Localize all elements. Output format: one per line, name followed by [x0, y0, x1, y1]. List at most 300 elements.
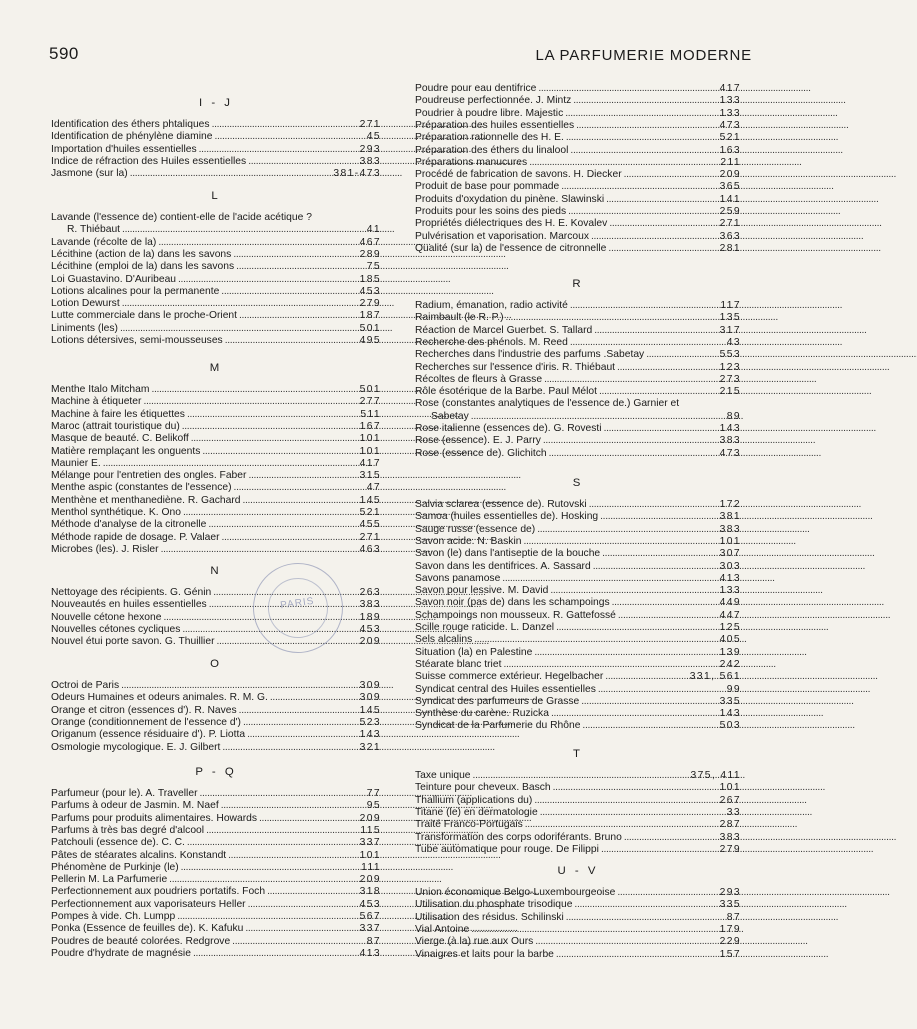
index-entry — [51, 285, 381, 298]
entry-title: Radium, émanation, radio activité — [415, 300, 568, 311]
dot-leader — [151, 383, 357, 396]
entry-title: Machine à étiqueter — [51, 396, 142, 408]
dot-leader — [573, 94, 717, 107]
entry-title: Rose (essence de). Glichitch — [415, 447, 547, 459]
index-entry — [415, 886, 741, 899]
index-entry — [415, 670, 741, 683]
dot-leader — [187, 836, 358, 849]
entry-page: 279 — [359, 298, 381, 310]
dot-leader — [259, 812, 358, 825]
index-entry — [415, 683, 741, 696]
dot-leader — [570, 144, 717, 157]
index-entry — [415, 621, 741, 634]
entry-title: Identification des éthers phtaliques — [51, 119, 210, 130]
entry-page: 187 — [359, 310, 381, 322]
entry-title: Orange (conditionnement de l'essence d') — [51, 716, 241, 728]
dot-leader — [502, 572, 717, 585]
dot-leader — [566, 131, 718, 144]
index-entry — [415, 94, 741, 107]
dot-leader — [177, 910, 357, 923]
dot-leader — [202, 445, 357, 458]
entry-page: 33 — [726, 806, 741, 818]
dot-leader — [233, 248, 357, 261]
entry-page: 453 — [359, 898, 381, 910]
entry-title: Vierge (à la) rue aux Ours — [415, 936, 534, 948]
entry-title: Poudreuse perfectionnée. J. Mintz — [415, 95, 572, 107]
index-entry — [51, 408, 381, 421]
entry-title: Parfums à très bas degré d'alcool — [51, 824, 205, 836]
index-entry — [51, 481, 381, 494]
entry-page: 277 — [359, 396, 381, 408]
index-entry — [415, 107, 741, 120]
dot-leader — [561, 180, 717, 193]
entry-title: Pellerin M. La Parfumerie — [51, 874, 168, 886]
entry-page: 383 — [719, 831, 741, 843]
index-entry — [415, 131, 741, 144]
entry-page: 87 — [366, 935, 381, 947]
entry-title: Importation d'huiles essentielles — [51, 143, 197, 155]
dot-leader — [576, 119, 717, 132]
entry-title: Propriétés diélectriques des H. E. Kovalev — [415, 218, 608, 230]
index-entry — [415, 898, 741, 911]
index-entry — [415, 535, 741, 548]
entry-page: 87 — [726, 911, 741, 923]
page-number: 590 — [49, 44, 79, 63]
dot-leader — [591, 230, 718, 243]
index-entry — [51, 211, 381, 224]
entry-title: Poudre d'hydrate de magnésie — [51, 947, 191, 959]
entry-page: 101 — [719, 782, 741, 794]
entry-page: 133 — [719, 95, 741, 107]
section-heading: L — [211, 190, 221, 202]
index-entry — [51, 457, 381, 470]
dot-leader — [193, 947, 358, 960]
dot-leader — [242, 494, 357, 507]
index-entry — [415, 230, 741, 243]
entry-title: Perfectionnement aux poudriers portatifs. Foch — [51, 886, 266, 898]
entry-page: 143 — [719, 423, 741, 434]
entry-page: 209 — [359, 874, 381, 886]
dot-leader — [200, 787, 365, 800]
entry-title: Préparation rationnelle des H. E. — [415, 132, 564, 144]
entry-page: 242 — [719, 658, 741, 670]
section-heading: M — [209, 362, 223, 374]
entry-page: 163 — [719, 144, 741, 156]
dot-leader — [236, 260, 365, 273]
index-entry — [415, 547, 741, 560]
entry-title: Titane (le) en dermatologie — [415, 806, 538, 818]
dot-leader — [248, 155, 357, 168]
dot-leader — [523, 535, 717, 548]
dot-leader — [544, 373, 718, 386]
dot-leader — [565, 107, 717, 120]
entry-page: 375, 411 — [690, 770, 741, 781]
dot-leader — [225, 334, 358, 347]
index-entry — [51, 155, 381, 168]
entry-title: Lotion Dewurst — [51, 298, 120, 310]
entry-title: Orange et citron (essences d'). R. Naves — [51, 704, 237, 716]
index-entry — [51, 420, 381, 433]
entry-page: 111 — [361, 861, 381, 873]
entry-title: Octroi de Paris — [51, 680, 120, 691]
entry-title: Samoa (huiles essentielles de). Hosking — [415, 511, 599, 523]
entry-page: 47 — [366, 482, 381, 494]
index-entry — [51, 873, 381, 886]
index-entry — [415, 923, 741, 936]
entry-title: Odeurs Humaines et odeurs animales. R. M. G. — [51, 692, 268, 704]
entry-title: Synthèse du carène. Ruzicka — [415, 708, 549, 720]
entry-title: Traité Franco-Portugais — [415, 819, 523, 831]
entry-title: Identification de phénylène diamine — [51, 131, 213, 143]
entry-page: 473 — [719, 447, 741, 459]
index-entry — [415, 434, 741, 447]
entry-title: Suisse commerce extérieur. Hegelbacher — [415, 671, 604, 683]
entry-title: Matière remplaçant les onguents — [51, 445, 201, 457]
entry-title: Patchouli (essence de). C. C. — [51, 837, 185, 849]
dot-leader — [474, 633, 717, 646]
dot-leader — [550, 584, 717, 597]
entry-title: Menthène et menthanediène. R. Gachard — [51, 494, 241, 506]
entry-page: 523 — [359, 716, 381, 728]
dot-leader — [537, 523, 717, 536]
index-entry — [51, 143, 381, 156]
entry-page: 211 — [720, 156, 741, 168]
index-entry — [51, 836, 381, 849]
entry-page: 123 — [719, 361, 741, 373]
entry-page: 417 — [719, 83, 741, 94]
dot-leader — [208, 518, 357, 531]
entry-page: 317 — [719, 324, 741, 336]
entry-title: Loi Guastavino. D'Auribeau — [51, 273, 177, 285]
dot-leader — [473, 769, 689, 782]
entry-page: 521 — [719, 132, 741, 144]
entry-page: 43 — [726, 336, 741, 348]
entry-title: Masque de beauté. C. Belikoff — [51, 433, 189, 445]
dot-leader — [103, 457, 358, 470]
entry-title: Lécithine (emploi de la) dans les savons — [51, 261, 235, 273]
index-entry — [415, 523, 741, 536]
dot-leader — [248, 469, 357, 482]
dot-leader — [234, 481, 365, 494]
entry-page: 318 — [359, 886, 381, 898]
index-entry — [415, 510, 741, 523]
entry-page: 95 — [366, 800, 381, 812]
index-entry — [415, 831, 741, 844]
entry-title: Préparation des éthers du linalool — [415, 144, 569, 156]
dot-leader — [143, 395, 357, 408]
dot-leader — [606, 193, 717, 206]
entry-page: 271 — [719, 218, 741, 230]
entry-title: Nouvelles cétones cycliques — [51, 623, 181, 635]
entry-page: 293 — [359, 143, 381, 155]
index-entry — [415, 707, 741, 720]
dot-leader — [221, 799, 365, 812]
index-entry — [415, 144, 741, 157]
dot-leader — [534, 646, 717, 659]
dot-leader — [471, 410, 725, 423]
index-entry — [415, 843, 741, 856]
index-entry — [415, 818, 741, 831]
dot-leader — [178, 273, 358, 286]
dot-leader — [183, 506, 358, 519]
index-entry — [51, 787, 381, 800]
entry-title: Parfums à odeur de Jasmin. M. Naef — [51, 800, 219, 812]
entry-title: Lotions alcalines pour la permanente — [51, 285, 220, 297]
index-entry — [415, 217, 741, 230]
entry-title: Savon acide. N. Baskin — [415, 535, 522, 547]
entry-title: Thallium (applications du) — [415, 794, 533, 806]
index-entry — [51, 432, 381, 445]
entry-page: 279 — [719, 843, 741, 855]
dot-leader — [543, 434, 718, 447]
entry-title: Parfums pour produits alimentaires. Howards — [51, 812, 258, 824]
dot-leader — [556, 621, 718, 634]
index-entry — [415, 596, 741, 609]
entry-title: Rôle ésotérique de la Barbe. Paul Mélot — [415, 386, 598, 398]
dot-leader — [581, 695, 717, 708]
dot-leader — [187, 408, 358, 421]
section-heading: O — [210, 658, 222, 670]
entry-title: Méthode rapide de dosage. P. Valaer — [51, 531, 220, 543]
dot-leader — [199, 143, 358, 156]
entry-page: 381 — [719, 511, 741, 523]
entry-page: 143 — [359, 729, 381, 741]
entry-title: Préparation des huiles essentielles — [415, 119, 575, 131]
entry-page: 263 — [359, 587, 381, 598]
index-entry — [51, 898, 381, 911]
dot-leader — [540, 806, 725, 819]
index-entry — [415, 410, 741, 423]
entry-page: 413 — [359, 947, 381, 959]
entry-page: 405 — [719, 634, 741, 646]
index-entry — [51, 273, 381, 286]
entry-title: Pâtes de stéarates alcalins. Konstandt — [51, 849, 227, 861]
dot-leader — [506, 311, 718, 324]
index-entry — [415, 948, 741, 961]
entry-page: 337 — [359, 923, 381, 935]
entry-title: Teinture pour cheveux. Basch — [415, 782, 551, 794]
dot-leader — [646, 348, 717, 361]
entry-page: 101 — [359, 445, 381, 457]
entry-page: 309 — [359, 680, 381, 691]
entry-page: 521 — [359, 507, 381, 518]
entry-page: 189 — [359, 611, 381, 623]
index-entry — [51, 297, 381, 310]
dot-leader — [247, 728, 358, 741]
stamp-text: PARIS — [279, 595, 316, 612]
entry-page: 447 — [719, 609, 741, 621]
index-entry — [415, 168, 741, 181]
entry-page: 101 — [359, 849, 381, 861]
dot-leader — [158, 236, 357, 249]
entry-page: 383 — [719, 435, 741, 447]
entry-title: Origanum (essence résiduaire d'). P. Liotta — [51, 729, 246, 741]
entry-title: Lotions détersives, semi-mousseuses — [51, 335, 223, 346]
entry-page: 77 — [366, 788, 381, 799]
dot-leader — [232, 935, 365, 948]
entry-page: 567 — [359, 911, 381, 922]
entry-title: Pompes à vide. Ch. Lumpp — [51, 911, 176, 922]
index-entry — [51, 118, 381, 131]
entry-title: Lutte commerciale dans le proche-Orient — [51, 310, 238, 322]
index-entry — [51, 248, 381, 261]
entry-page: 289 — [359, 248, 381, 260]
entry-title: Utilisation du phosphate trisodique — [415, 899, 573, 911]
entry-title: Sauge russe (essence de) — [415, 523, 536, 535]
dot-leader — [122, 223, 365, 236]
dot-leader — [598, 683, 725, 696]
dot-leader — [214, 130, 364, 143]
index-entry — [415, 311, 741, 324]
index-entry — [415, 119, 741, 132]
entry-page: 473 — [719, 119, 741, 131]
index-entry — [51, 799, 381, 812]
entry-page: 209 — [359, 812, 381, 824]
index-entry — [415, 348, 741, 361]
entry-title: Recherche des phénols. M. Reed — [415, 336, 568, 348]
index-entry — [415, 806, 741, 819]
index-entry — [415, 695, 741, 708]
dot-leader — [222, 741, 357, 754]
index-entry — [51, 334, 381, 347]
entry-page: 273 — [719, 373, 741, 385]
entry-title: Menthol synthétique. K. Ono — [51, 507, 181, 518]
entry-page: 172 — [719, 499, 741, 510]
index-entry — [51, 167, 381, 180]
entry-title: Parfumeur (pour le). A. Traveller — [51, 788, 198, 799]
entry-title: Produits d'oxydation du pinène. Slawinski — [415, 193, 605, 205]
index-entry — [51, 885, 381, 898]
dot-leader — [122, 297, 358, 310]
index-entry — [51, 812, 381, 825]
index-entry — [415, 560, 741, 573]
dot-leader — [245, 922, 357, 935]
entry-title: R. Thiébaut — [67, 224, 121, 236]
index-entry — [51, 922, 381, 935]
index-entry — [51, 531, 381, 544]
entry-title: Rose (constantes analytiques de l'essence de.) Garnier et — [415, 398, 680, 410]
index-entry — [415, 769, 741, 782]
entry-title: Union économique Belgo-Luxembourgeoise — [415, 887, 616, 898]
index-entry — [415, 242, 741, 255]
index-entry — [51, 691, 381, 704]
section-heading: R — [572, 278, 584, 290]
entry-title: Menthe Italo Mitcham — [51, 384, 150, 395]
dot-leader — [191, 432, 358, 445]
dot-leader — [525, 818, 718, 831]
entry-title: Phénomène de Purkinje (le) — [51, 861, 179, 873]
index-entry — [51, 910, 381, 923]
entry-title: Salvia sclarea (essence de). Rutovski — [415, 499, 587, 510]
entry-page: 259 — [719, 206, 741, 217]
entry-title: Pulvérisation et vaporisation. Marcoux — [415, 230, 589, 242]
entry-title: Poudre pour eau dentifrice — [415, 83, 537, 94]
entry-title: Savons panamose — [415, 572, 501, 584]
entry-title: Récoltes de fleurs à Grasse — [415, 373, 543, 385]
index-entry — [415, 156, 741, 169]
entry-page: 335 — [719, 695, 741, 707]
entry-page: 449 — [719, 597, 741, 609]
index-entry — [51, 130, 381, 143]
index-entry — [51, 469, 381, 482]
index-entry — [51, 518, 381, 531]
dot-leader — [551, 707, 718, 720]
index-entry — [415, 385, 741, 398]
entry-page: 143 — [719, 708, 741, 720]
section-heading: I - J — [199, 97, 233, 109]
index-entry — [51, 947, 381, 960]
dot-leader — [169, 873, 357, 886]
entry-title: Ponka (Essence de feuilles de). K. Kafuku — [51, 923, 244, 935]
index-entry — [51, 741, 381, 754]
dot-leader — [221, 285, 357, 298]
dot-leader — [120, 322, 358, 335]
entry-page: 315 — [359, 470, 381, 482]
entry-page: 141 — [719, 193, 741, 205]
entry-page: 139 — [719, 646, 741, 658]
entry-page: 115 — [360, 824, 381, 836]
entry-title: Lécithine (action de la) dans les savons — [51, 248, 232, 260]
entry-page: 271 — [359, 119, 381, 130]
entry-page: 41 — [366, 224, 381, 236]
dot-leader — [618, 609, 718, 622]
index-entry — [51, 935, 381, 948]
entry-title: Sabetay — [431, 410, 469, 422]
entry-title: Qualité (sur la) de l'essence de citronnelle — [415, 242, 607, 254]
index-entry — [415, 646, 741, 659]
index-entry — [415, 609, 741, 622]
index-entry — [51, 236, 381, 249]
entry-title: Savon pour lessive. M. David — [415, 585, 549, 597]
dot-leader — [267, 885, 358, 898]
index-entry — [51, 494, 381, 507]
dot-leader — [529, 156, 718, 169]
entry-title: Maroc (attrait touristique du) — [51, 420, 180, 432]
index-entry — [415, 180, 741, 193]
entry-title: Taxe unique — [415, 770, 471, 781]
entry-page: 145 — [359, 704, 381, 716]
entry-page: 185 — [359, 273, 381, 285]
entry-page: 383 — [359, 155, 381, 167]
index-entry — [415, 205, 741, 218]
dot-leader — [601, 843, 718, 856]
entry-page: 179 — [719, 923, 741, 935]
entry-page: 101 — [719, 535, 741, 547]
entry-title: Syndicat central des Huiles essentielles — [415, 683, 596, 695]
entry-title: Sels alcalins — [415, 634, 473, 646]
entry-page: 413 — [719, 572, 741, 584]
index-entry — [51, 679, 381, 692]
entry-page: 157 — [719, 948, 741, 960]
entry-title: Savon dans les dentifrices. A. Sassard — [415, 560, 591, 572]
entry-page: 383 — [719, 523, 741, 535]
entry-title: Utilisation des résidus. Schilinski — [415, 911, 564, 923]
index-entry — [51, 506, 381, 519]
entry-title: Procédé de fabrication de savons. H. Diecker — [415, 169, 622, 181]
entry-title: Réaction de Marcel Guerbet. S. Tallard — [415, 324, 593, 336]
entry-page: 321 — [359, 741, 381, 753]
entry-page: 135 — [719, 312, 741, 324]
entry-page: 125 — [719, 622, 741, 633]
entry-title: Lavande (récolte de la) — [51, 236, 157, 248]
index-entry — [415, 336, 741, 349]
dot-leader — [121, 679, 358, 692]
entry-title: Tube automatique pour rouge. De Filippi — [415, 843, 599, 855]
index-entry — [415, 422, 741, 435]
dot-leader — [582, 719, 717, 732]
dot-leader — [212, 118, 358, 131]
entry-page: 209 — [719, 169, 741, 181]
